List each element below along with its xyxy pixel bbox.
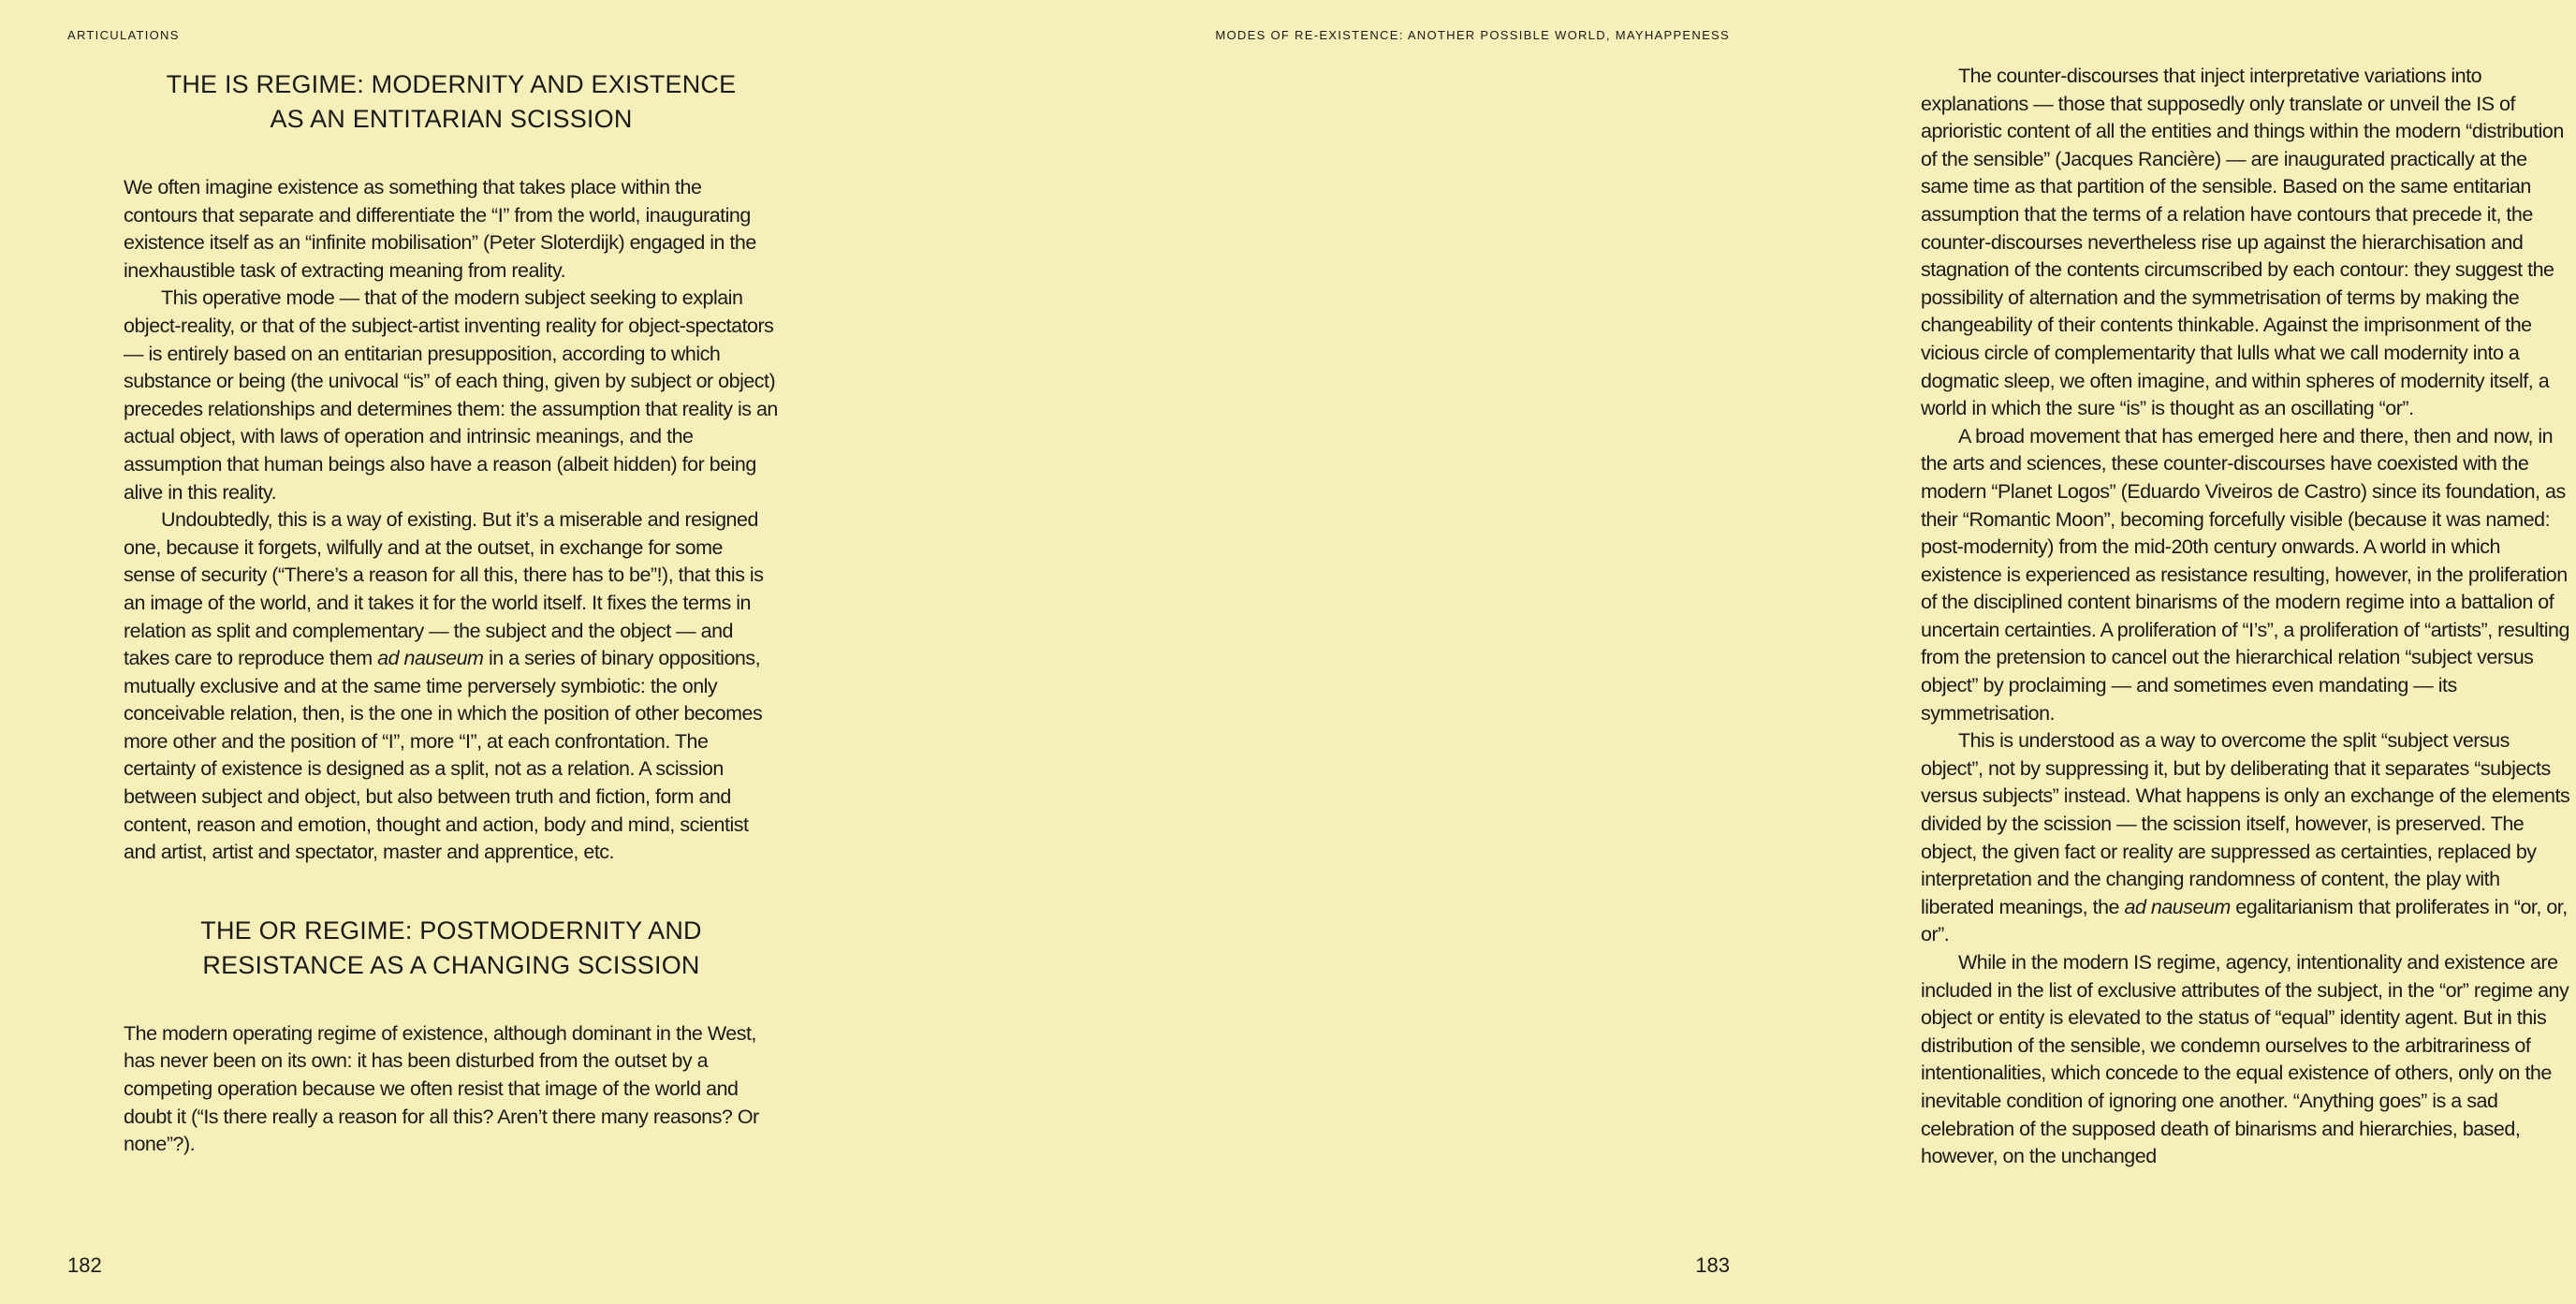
body-paragraph <box>1921 727 2576 949</box>
left-page <box>0 0 899 1304</box>
left-text-column <box>124 67 779 1159</box>
section-heading-is-regime <box>124 67 779 137</box>
heading-line: THE IS REGIME: MODERNITY AND EXISTENCE <box>166 70 737 98</box>
body-paragraph: We often imagine existence as something that takes place within the contours that separate and differentiate the “I” from the world, inaugurating existence itself as an “infinite mobilisation” (Peter Sloterdijk) engaged in the inexhaustible task of extracting meaning from reality. <box>124 176 756 282</box>
right-page <box>899 0 2570 1304</box>
body-paragraph: A broad movement that has emerged here and there, then and now, in the arts and sciences, these counter-discourses have coexisted with the modern “Planet Logos” (Eduardo Viveiros de Castro) since its foundation, as their “Romantic Moon”, becoming forcefully visible (because it was named: post-modernity) from the mid-20th century onwards. A world in which existence is experienced as resistance resulting, however, in the proliferation of the disciplined content binarisms of the modern regime into a battalion of uncertain certainties. A proliferation of “I’s”, a proliferation of “artists”, resulting from the pretension to cancel out the hierarchical relation “subject versus object” by proclaiming — and sometimes even mandating — its symmetrisation. <box>1921 424 2569 725</box>
italic-phrase: ad nauseum <box>2124 895 2231 918</box>
running-head-right: MODES OF RE-EXISTENCE: ANOTHER POSSIBLE WORLD, MAYHAPPENESS <box>1215 28 1730 42</box>
paragraph-text: egalitarianism that proliferates in “or, or, or”. <box>1921 895 2568 946</box>
body-paragraph <box>124 506 779 867</box>
heading-line: AS AN ENTITARIAN SCISSION <box>270 105 633 133</box>
body-paragraph: The counter-discourses that inject interpretative variations into explanations — those that supposedly only translate or unveil the IS of aprioristic content of all the entities and things within the modern “distribution of the sensible” (Jacques Rancière) — are inaugurated practically at the same time as that partition of the sensible. Based on the same entitarian assumption that the terms of a relation have contours that precede it, the counter-discourses nevertheless rise up against the hierarchisation and stagnation of the contents circumscribed by each contour: they suggest the possibility of alternation and the symmetrisation of terms by making the changeability of their contents thinkable. Against the imprisonment of the vicious circle of complementarity that lulls what we call modernity into a dogmatic sleep, we often imagine, and within spheres of modernity itself, a world in which the sure “is” is thought as an oscillating “or”. <box>1921 65 2564 420</box>
body-paragraph: This operative mode — that of the modern subject seeking to explain object-reality, or that of the subject-artist inventing reality for object-spectators — is entirely based on an entitarian presupposition, according to which substance or being (the univocal “is” of each thing, given by subject or object) precedes relationships and determines them: the assumption that reality is an actual object, with laws of operation and intrinsic meanings, and the assumption that human beings also have a reason (albeit hidden) for being alive in this reality. <box>124 286 778 504</box>
paragraph-text: This is understood as a way to overcome the split “subject versus object”, not by suppressing it, but by deliberating that it separates “subjects versus subjects” instead. What happens is only an exchange of the elements divided by the scission — the scission itself, however, is preserved. The object, the given fact or reality are suppressed as certainties, replaced by interpretation and the changing randomness of content, the play with liberated meanings, the <box>1921 729 2570 918</box>
right-text-column <box>1921 63 2576 1171</box>
paragraph-text: in a series of binary oppositions, mutually exclusive and at the same time perversely symbiotic: the only conceivable relation, then, is the one in which the position of other becomes more other and the position of “I”, more “I”, at each confrontation. The certainty of existence is designed as a split, not as a relation. A scission between subject and object, but also between truth and fiction, form and content, reason and emotion, thought and action, body and mind, scientist and artist, artist and spectator, master and apprentice, etc. <box>124 647 763 864</box>
paragraph-text: Undoubtedly, this is a way of existing. But it’s a miserable and resigned one, because it forgets, wilfully and at the outset, in exchange for some sense of security (“There’s a reason for all this, there has to be”!), that this is an image of the world, and it takes it for the world itself. It fixes the terms in relation as split and complementary — the subject and the object — and takes care to reproduce them <box>124 508 764 670</box>
body-paragraph: While in the modern IS regime, agency, intentionality and existence are included in the list of exclusive attributes of the subject, in the “or” regime any object or entity is elevated to the status of “equal” identity agent. But in this distribution of the sensible, we condemn ourselves to the arbitrariness of intentionalities, which concede to the equal existence of others, only on the inevitable condition of ignoring one another. “Anything goes” is a sad celebration of the supposed death of binarisms and hierarchies, based, however, on the unchanged <box>1921 951 2569 1168</box>
heading-line: THE OR REGIME: POSTMODERNITY AND <box>200 916 702 945</box>
page-number-left: 182 <box>67 1253 102 1277</box>
section-heading-or-regime <box>124 914 779 983</box>
running-head-left: ARTICULATIONS <box>67 28 180 42</box>
heading-line: RESISTANCE AS A CHANGING SCISSION <box>202 950 700 979</box>
body-paragraph: The modern operating regime of existence, although dominant in the West, has never been on its own: it has been disturbed from the outset by a competing operation because we often resist that image of the world and doubt it (“Is there really a reason for all this? Aren’t there many reasons? Or none”?). <box>124 1021 759 1156</box>
page-number-right: 183 <box>1695 1253 1730 1277</box>
italic-phrase: ad nauseum <box>377 647 484 670</box>
